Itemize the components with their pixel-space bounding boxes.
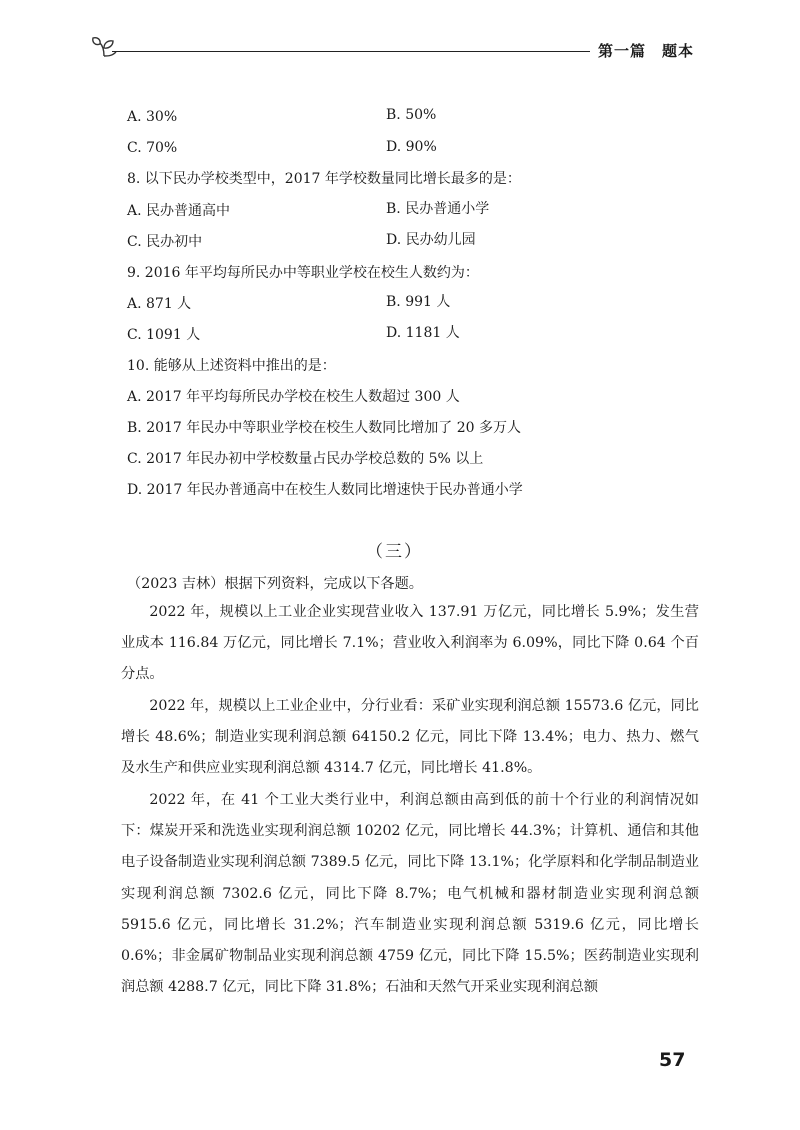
q10-option-b: B. 2017 年民办中等职业学校在校生人数同比增加了 20 多万人	[127, 420, 521, 436]
page-number: 57	[659, 1049, 686, 1071]
q8-option-d: D. 民办幼儿园	[386, 232, 476, 248]
leaf-icon	[90, 36, 118, 58]
q7-option-b: B. 50%	[386, 107, 437, 123]
q7-option-c: C. 70%	[127, 140, 178, 156]
q8-stem: 8. 以下民办学校类型中，2017 年学校数量同比增长最多的是：	[127, 171, 521, 187]
q8-option-a: A. 民办普通高中	[127, 203, 231, 219]
q9-stem: 9. 2016 年平均每所民办中等职业学校在校生人数约为：	[127, 265, 479, 281]
q10-stem: 10. 能够从上述资料中推出的是：	[127, 358, 336, 374]
q7-option-d: D. 90%	[386, 139, 437, 155]
section-intro: （2023 吉林）根据下列资料，完成以下各题。	[127, 576, 423, 592]
q9-option-c: C. 1091 人	[127, 327, 201, 343]
header-rule	[112, 51, 590, 52]
q9-option-a: A. 871 人	[127, 296, 192, 312]
paragraph-3: 2022 年，在 41 个工业大类行业中，利润总额由高到低的前十个行业的利润情况如下：煤炭开采和洗选业实现利润总额 10202 亿元，同比增长 44.3%；计算机、通信和其他电子设备制造业实现利润总额 7389.5 亿元，同比下降 13.1%；化学原料和化学制品制造业实现利润总额 7302.6 亿元，同比下降 8.7%；电气机械和器材制造业实现利润总额 5915.6 亿元，同比增长 31.2%；汽车制造业实现利润总额 5319.6 亿元，同比增长 0.6%；非金属矿物制品业实现利润总额 4759 亿元，同比下降 15.5%；医药制造业实现利润总额 4288.7 亿元，同比下降 31.8%；石油和天然气开采业实现利润总额	[121, 792, 699, 996]
q8-option-c: C. 民办初中	[127, 234, 203, 250]
q9-option-d: D. 1181 人	[386, 325, 460, 341]
q10-option-c: C. 2017 年民办初中学校数量占民办学校总数的 5% 以上	[127, 451, 484, 467]
chapter-heading: 第一篇 题本	[598, 42, 695, 60]
paragraph-1: 2022 年，规模以上工业企业实现营业收入 137.91 万亿元，同比增长 5.9%；发生营业成本 116.84 万亿元，同比增长 7.1%；营业收入利润率为 6.09%，同比下降 0.64 个百分点。	[121, 604, 699, 683]
section-title: （三）	[366, 542, 423, 562]
q10-option-a: A. 2017 年平均每所民办学校在校生人数超过 300 人	[127, 389, 460, 405]
q7-option-a: A. 30%	[127, 109, 178, 125]
paragraph-2: 2022 年，规模以上工业企业中，分行业看：采矿业实现利润总额 15573.6 亿元，同比增长 48.6%；制造业实现利润总额 64150.2 亿元，同比下降 13.4%；电力、热力、燃气及水生产和供应业实现利润总额 4314.7 亿元，同比增长 41.8%。	[121, 698, 699, 777]
q9-option-b: B. 991 人	[386, 294, 451, 310]
q8-option-b: B. 民办普通小学	[386, 201, 490, 217]
q10-option-d: D. 2017 年民办普通高中在校生人数同比增速快于民办普通小学	[127, 482, 523, 498]
